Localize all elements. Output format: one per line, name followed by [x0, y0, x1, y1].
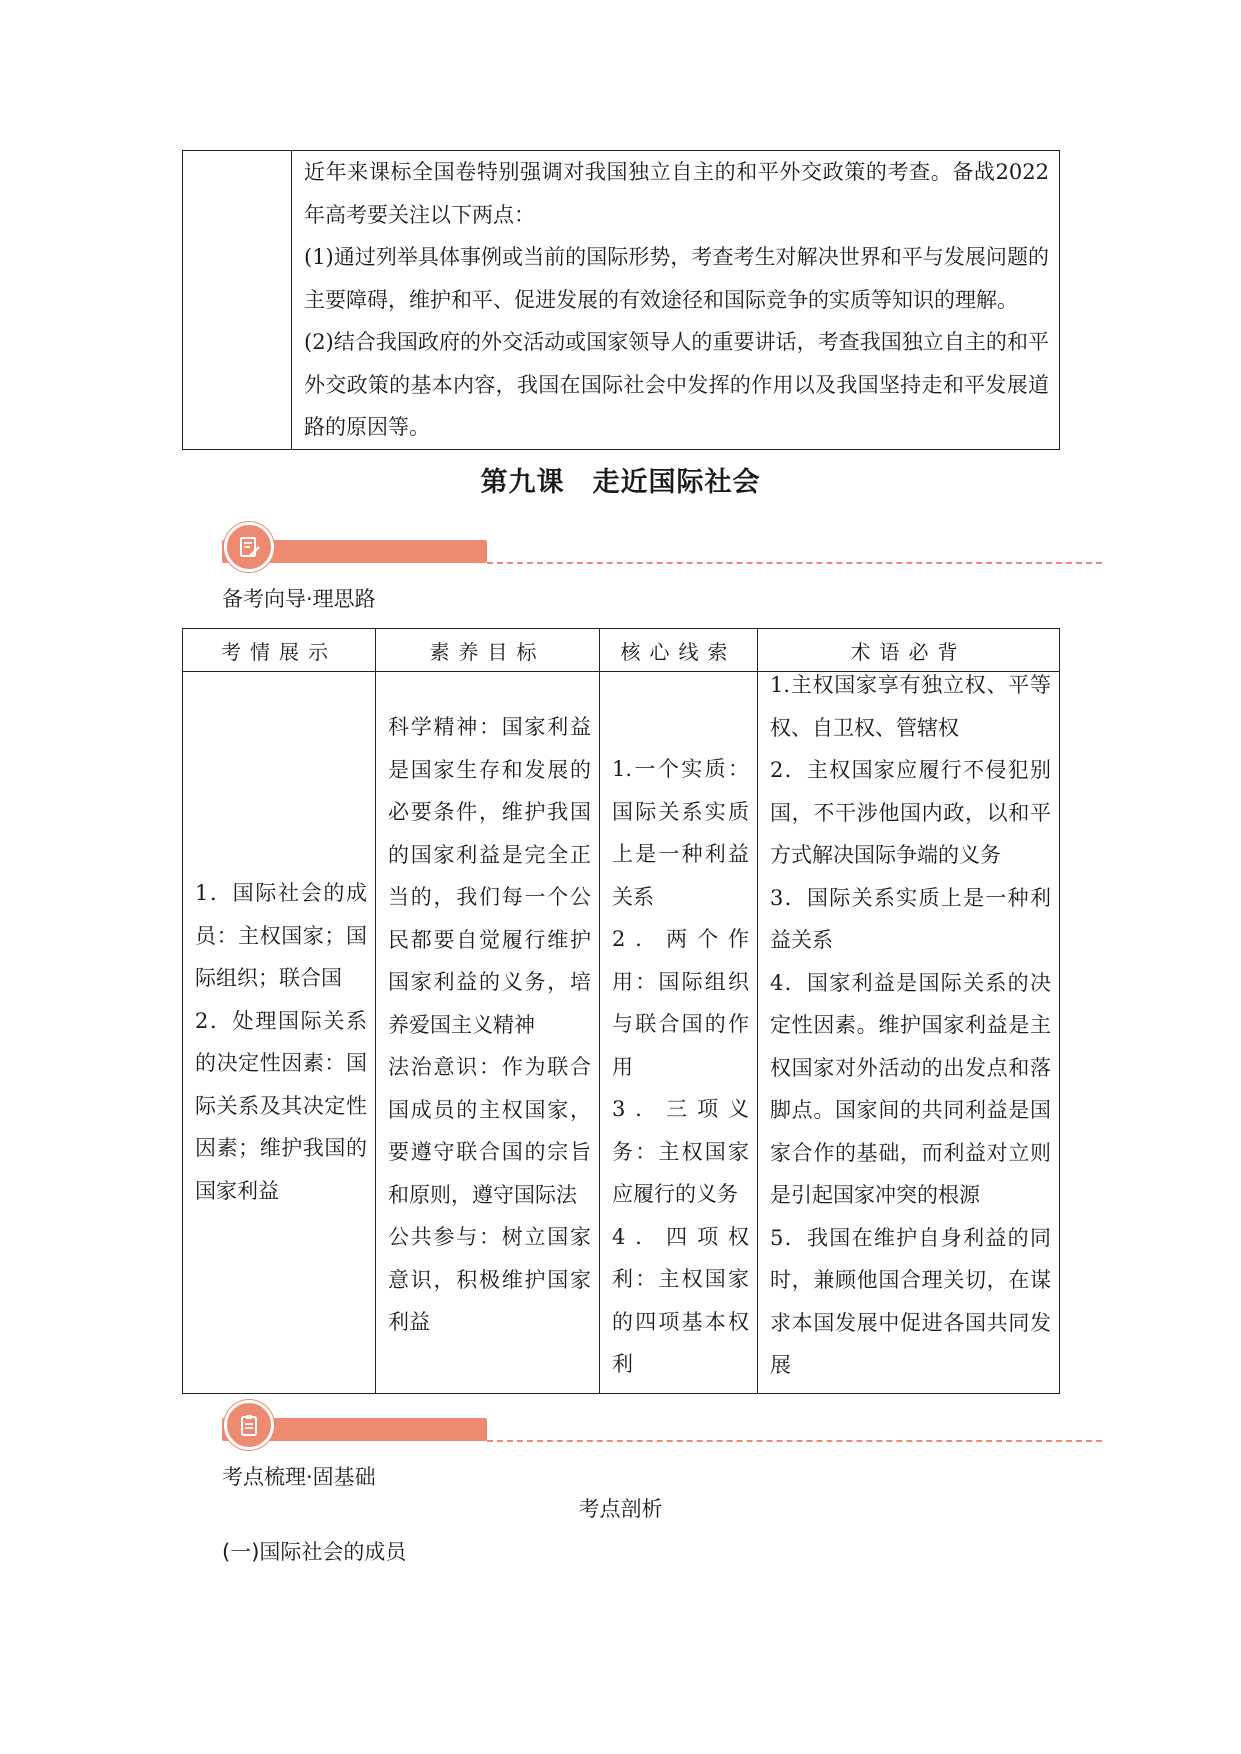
literacy-goal-cell	[376, 672, 600, 1393]
pencil-note-icon	[224, 522, 274, 572]
list-item: 科学精神：国家利益是国家生存和发展的必要条件，维护我国的国家利益是完全正当的，我们每一个公民都要自觉履行维护国家利益的义务，培养爱国主义精神	[388, 715, 591, 1037]
exam-display-cell	[183, 672, 376, 1393]
list-item: 5．我国在维护自身利益的同时，兼顾他国合理关切，在谋求本国发展中促进各国共同发展	[770, 1225, 1051, 1377]
table-header-cell: 考情展示	[183, 629, 376, 671]
banner-dashed-line	[487, 1440, 1102, 1442]
table-header-cell: 素养目标	[376, 629, 600, 671]
list-item: 2．主权国家应履行不侵犯别国，不干涉他国内政，以和平方式解决国际争端的义务	[770, 758, 1051, 867]
section-banner	[222, 522, 1102, 570]
exam-focus-table	[182, 150, 1060, 450]
list-item: 1．国际社会的成员：主权国家；国际组织；联合国	[195, 881, 367, 990]
lesson-title: 第九课 走近国际社会	[480, 467, 761, 498]
list-item: 1.一个实质：国际关系实质上是一种利益关系	[612, 757, 749, 909]
list-item: 公共参与：树立国家意识，积极维护国家利益	[388, 1225, 591, 1334]
section-label: 考点梳理·固基础	[222, 1465, 376, 1489]
list-item: 3．国际关系实质上是一种利益关系	[770, 885, 1051, 952]
item-heading: (一)国际社会的成员	[222, 1540, 407, 1564]
list-item: 4．四项权利：主权国家的四项基本权利	[612, 1224, 749, 1376]
exam-focus-text	[292, 151, 1059, 449]
list-item: 2．处理国际关系的决定性因素：国际关系及其决定性因素；维护我国的国家利益	[195, 1008, 367, 1203]
guide-table	[182, 628, 1060, 1394]
banner-dashed-line	[487, 562, 1102, 564]
intro-paragraph: 近年来课标全国卷特别强调对我国独立自主的和平外交政策的考查。备战2022年高考要关注以下两点：	[304, 160, 1049, 227]
list-item: 法治意识：作为联合国成员的主权国家，要遵守联合国的宗旨和原则，遵守国际法	[388, 1055, 591, 1207]
table-header-cell: 术语必背	[850, 639, 967, 664]
core-clue-cell	[600, 672, 758, 1393]
intro-paragraph: (2)结合我国政府的外交活动或国家领导人的重要讲话，考查我国独立自主的和平外交政策的基本内容，我国在国际社会中发挥的作用以及我国坚持走和平发展道路的原因等。	[304, 330, 1049, 439]
section-banner	[222, 1400, 1102, 1448]
list-item: 3．三项义务：主权国家应履行的义务	[612, 1097, 749, 1206]
table-body-row	[183, 672, 1059, 1393]
intro-paragraph: (1)通过列举具体事例或当前的国际形势，考查考生对解决世界和平与发展问题的主要障碍，维护和平、促进发展的有效途径和国际竞争的实质等知识的理解。	[304, 245, 1049, 312]
sub-heading: 考点剖析	[578, 1497, 663, 1521]
terms-cell	[758, 672, 1059, 1393]
table-header-cell: 核心线索	[600, 629, 758, 671]
empty-label-cell	[183, 151, 292, 449]
list-item: 2．两个作用：国际组织与联合国的作用	[612, 927, 749, 1079]
list-item: 1.主权国家享有独立权、平等权、自卫权、管辖权	[770, 673, 1051, 740]
clipboard-icon	[224, 1400, 274, 1450]
section-label: 备考向导·理思路	[222, 587, 376, 611]
list-item: 4．国家利益是国际关系的决定性因素。维护国家利益是主权国家对外活动的出发点和落脚点。国家间的共同利益是国家合作的基础，而利益对立则是引起国家冲突的根源	[770, 970, 1051, 1207]
